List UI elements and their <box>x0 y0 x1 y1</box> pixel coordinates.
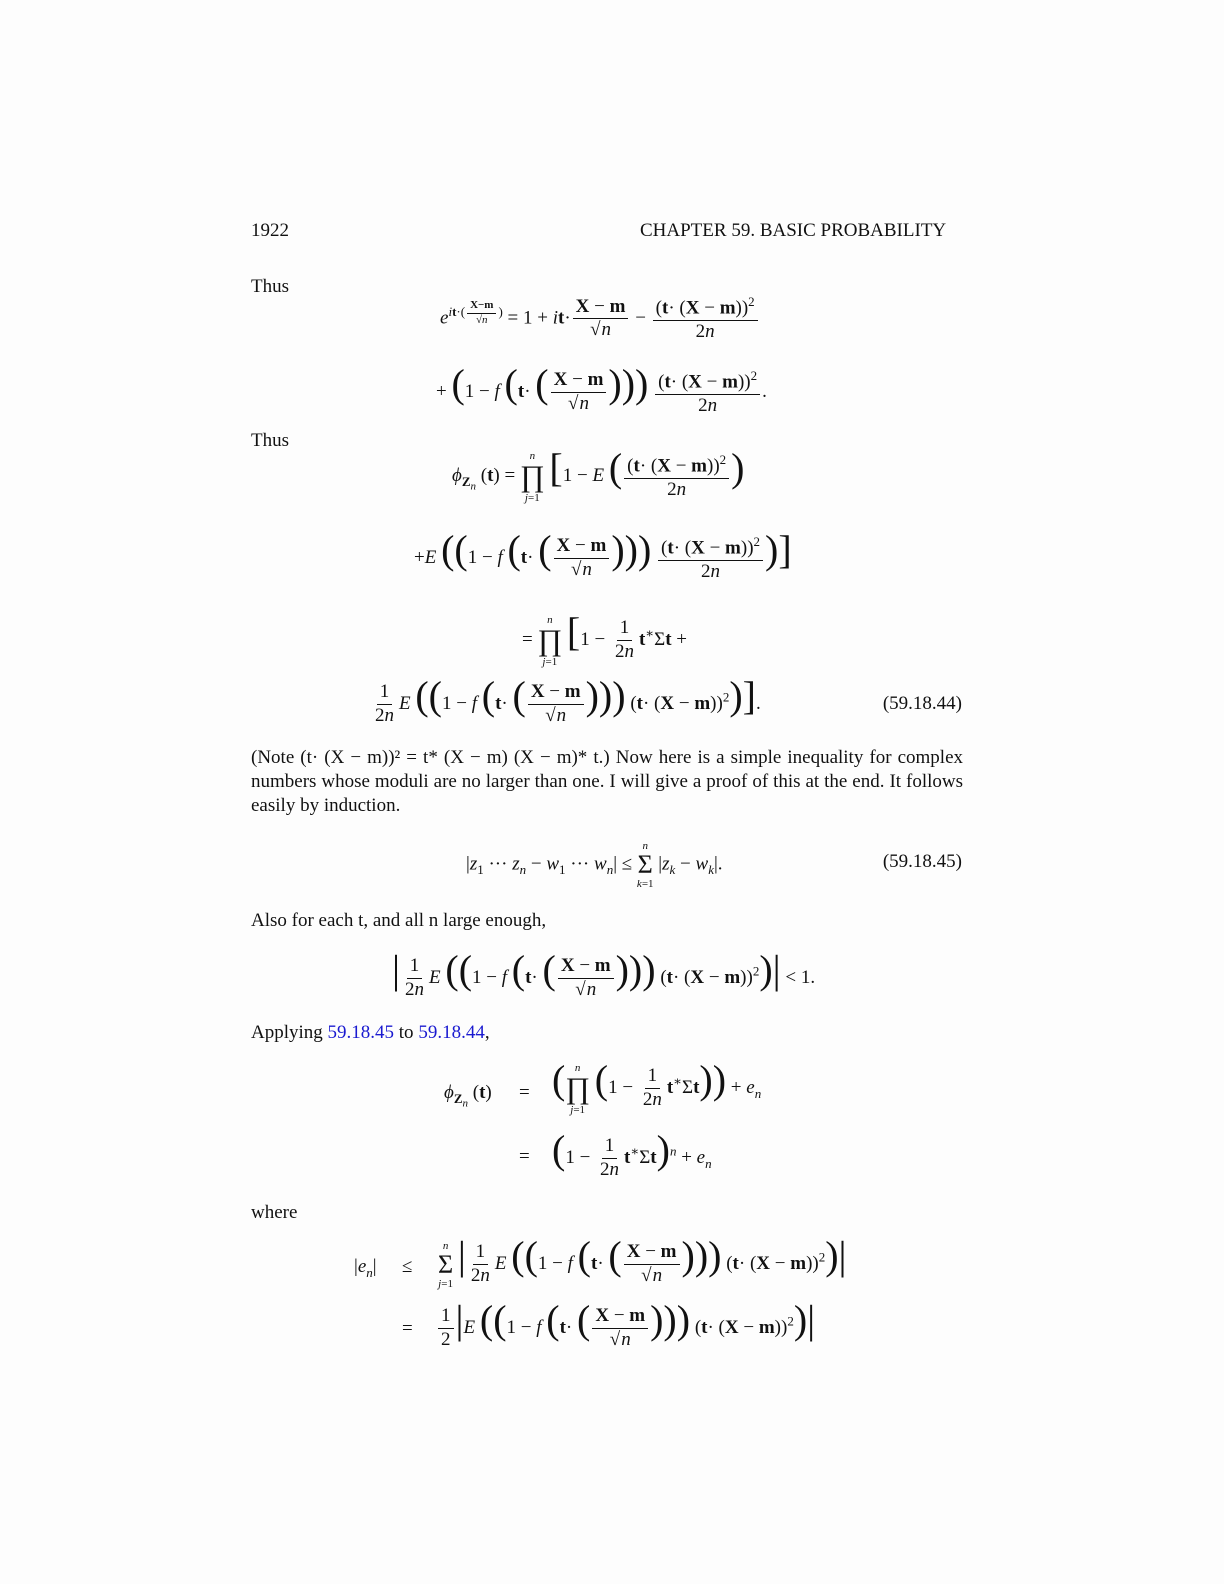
exp-expansion-line-1: $e^{it\cdot( \frac{X-m}{√n} )} = 1 + it\cdot$ $\frac{X - m}{√n}$ − $\frac{(t\cdot (X - m))^2}{2n}$ <box>440 294 760 344</box>
phi-product-line-4: $\frac{1}{2n}$ E ((1 − f (t· ( $\frac{X - m}{√n}$ ))) $(t\cdot (X - m))^2$)]. <box>375 673 761 727</box>
equation-number-44: (59.18.44) <box>882 693 962 714</box>
applying-line <box>251 1022 490 1044</box>
applying-to: to <box>398 1022 414 1043</box>
where-label: where <box>251 1202 298 1223</box>
phi-product-line-1: $\phi_{Z_n}$ (t) = n ∏ j=1 [1 − E ( $\frac{(t\cdot (X - m))^2}{2n}$ ) <box>452 445 745 504</box>
en-bound-lhs: $|e_n|$ <box>354 1256 377 1280</box>
also-line: Also for each t, and all n large enough, <box>251 910 547 931</box>
en-bound-equals: = <box>402 1318 413 1339</box>
bound-less-than-one: | $\frac{1}{2n}$ E ((1 − f (t· ( $\frac{X - m}{√n}$ ))) $(t\cdot (X - m))^2)| < 1$. <box>392 947 816 1001</box>
phi-result-equals-2: = <box>519 1146 530 1167</box>
phi-result-rhs-2: (1 − $\frac{1}{2n}$ $t^∗\Sigma t)^n + e_n$ <box>552 1127 712 1181</box>
running-title: CHAPTER 59. BASIC PROBABILITY <box>640 220 947 241</box>
en-bound-rhs-1: n Σ j=1 | $\frac{1}{2n}$ E ((1 − f (t· ( $\frac{X - m}{√n}$ ))) $(t\cdot (X - m))^2)|$ <box>438 1233 847 1290</box>
thus-label-2: Thus <box>251 430 289 451</box>
exp-expansion-line-2: + (1 − f (t· ( $\frac{X - m}{√n}$ ))) $\frac{(t\cdot (X - m))^2}{2n}$ . <box>436 361 767 416</box>
note-paragraph: (Note (t· (X − m))² = t* (X − m) (X − m)* t.) Now here is a simple inequality for complex numbers whose moduli are no larger than one. I will give a proof of this at the end. It follows easily by induction. <box>251 747 963 816</box>
applying-suffix: , <box>484 1022 490 1043</box>
phi-result-rhs-1: ( n ∏ j=1 (1 − $\frac{1}{2n}$ $t^∗\Sigma t)) + e_n$ <box>552 1057 762 1116</box>
en-bound-rhs-2: $\frac{1}{2}$ |E ((1 − f (t· ( $\frac{X - m}{√n}$ ))) $(t\cdot (X - m))^2)|$ <box>436 1300 815 1352</box>
thus-label-1: Thus <box>251 276 289 297</box>
equation-number-45: (59.18.45) <box>882 851 962 872</box>
en-bound-leq: ≤ <box>402 1256 413 1277</box>
phi-result-equals-1: = <box>519 1082 530 1103</box>
ref-link-44[interactable]: 59.18.44 <box>418 1022 485 1043</box>
inequality-45: $|z_1$ ··· $z_n - w_1$ ··· $w_n|$ ≤ n Σ k=1 $|z_k - w_k|$. <box>466 840 723 890</box>
applying-prefix: Applying <box>251 1022 323 1043</box>
phi-product-line-2: +E ((1 − f (t· ( $\frac{X - m}{√n}$ ))) $\frac{(t\cdot (X - m))^2}{2n}$ )] <box>414 527 792 582</box>
phi-product-line-3: = n ∏ j=1 [1 − $\frac{1}{2n}$ t∗Σt + <box>522 609 687 668</box>
phi-result-lhs: $\phi_{Z_n}$ (t) <box>444 1082 492 1110</box>
ref-link-45[interactable]: 59.18.45 <box>327 1022 395 1043</box>
page-number: 1922 <box>251 220 289 241</box>
